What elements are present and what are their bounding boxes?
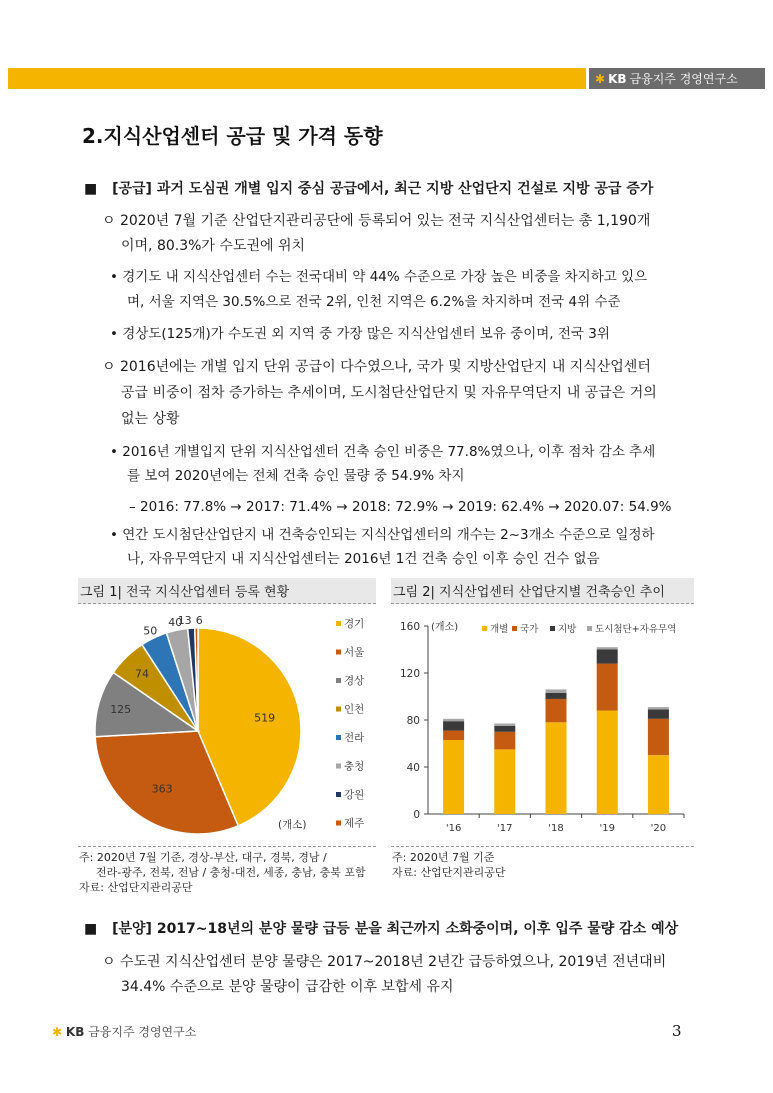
x-tick-label: '20	[650, 823, 667, 834]
legend-label-강원: 강원	[344, 789, 365, 801]
figure2-bottom-rule	[391, 846, 694, 847]
bar-segment-지방	[546, 693, 567, 699]
paragraph-1-line-2: 이며, 80.3%가 수도권에 위치	[121, 238, 305, 254]
bar-segment-도시첨단+자유무역	[597, 647, 618, 649]
bullet-4-line-2: 나, 자유무역단지 내 지식산업센터는 2016년 1건 건축 승인 이후 승인 건수 없음	[127, 551, 600, 567]
figure1-bottom-rule	[78, 846, 376, 847]
pie-data-label: 50	[143, 624, 158, 638]
header-brand	[589, 68, 765, 89]
pie-data-label: 74	[135, 667, 149, 681]
bar-segment-지방	[494, 726, 515, 732]
bar-unit-label: (개소)	[431, 622, 459, 633]
paragraph-2-line-1: ㅇ 2016년에는 개별 입지 단위 공급이 다수였으나, 국가 및 지방산업단지 내 지식산업센터	[102, 359, 651, 375]
bar-segment-지방	[648, 709, 669, 718]
square-bullet-icon: ■	[84, 921, 98, 937]
bar-segment-도시첨단+자유무역	[648, 707, 669, 709]
legend-swatch	[482, 626, 487, 631]
legend-swatch	[336, 764, 341, 769]
pie-unit-label: (개소)	[278, 819, 307, 831]
legend-label-전라: 전라	[344, 732, 365, 744]
legend-swatch	[336, 621, 341, 626]
bullet-4-line-1: • 연간 도시첨단산업단지 내 건축승인되는 지식산업센터의 개수는 2~3개소 수준으로 일정하	[110, 527, 655, 543]
bar-segment-국가	[597, 664, 618, 711]
legend-swatch	[550, 626, 555, 631]
page-title: 2.지식산업센터 공급 및 가격 동향	[82, 124, 383, 148]
bar-segment-개별	[648, 755, 669, 814]
y-tick-label: 40	[406, 762, 420, 774]
header-brand-kb: KB	[608, 71, 627, 86]
legend-swatch	[336, 792, 341, 797]
bar-segment-지방	[597, 650, 618, 664]
bar-segment-국가	[648, 719, 669, 755]
section2-paragraph-line-1: ㅇ 수도권 지식산업센터 분양 물량은 2017~2018년 2년간 급등하였으나, 2019년 전년대비	[102, 954, 667, 970]
figure1-source: 자료: 산업단지관리공단	[79, 881, 193, 894]
bullet-2: • 경상도(125개)가 수도권 외 지역 중 가장 많은 지식산업센터 보유 중이며, 전국 3위	[110, 326, 610, 342]
bullet-3-line-2: 를 보여 2020년에는 전체 건축 승인 물량 중 54.9% 차지	[127, 468, 465, 484]
legend-label-인천: 인천	[344, 703, 365, 716]
page-number: 3	[672, 1022, 682, 1040]
kb-logo-icon: ✱	[595, 71, 606, 86]
paragraph-1-line-1: ㅇ 2020년 7월 기준 산업단지관리공단에 등록되어 있는 전국 지식산업센터는 총 1,190개	[102, 213, 651, 229]
legend-label-국가: 국가	[520, 624, 539, 635]
legend-label-서울: 서울	[344, 646, 365, 659]
legend-swatch	[336, 678, 341, 683]
legend-label-제주: 제주	[344, 817, 365, 830]
bar-segment-국가	[494, 732, 515, 750]
y-tick-label: 160	[399, 621, 420, 633]
bar-segment-개별	[597, 711, 618, 814]
bar-segment-개별	[443, 740, 464, 814]
pie-data-label: 519	[254, 711, 276, 725]
bar-segment-도시첨단+자유무역	[443, 719, 464, 721]
square-bullet-icon: ■	[84, 181, 98, 197]
header-brand-name: 금융지주 경영연구소	[629, 72, 738, 86]
pie-data-label: 40	[168, 616, 183, 630]
bullet-1-line-2: 며, 서울 지역은 30.5%으로 전국 2위, 인천 지역은 6.2%을 차지하며 전국 4위 수준	[127, 294, 621, 310]
figure2-note: 주: 2020년 7월 기준	[392, 851, 495, 864]
paragraph-2-line-3: 없는 상황	[121, 411, 180, 427]
kb-logo-icon: ✱	[52, 1025, 63, 1039]
stacked-bar-chart	[391, 606, 694, 844]
figure1-note-line-1: 주: 2020년 7월 기준, 경상-부산, 대구, 경북, 경남 /	[79, 851, 327, 864]
legend-swatch	[336, 650, 341, 655]
legend-label-충청: 충청	[344, 760, 365, 773]
section1-heading-text: [공급] 과거 도심권 개별 입지 중심 공급에서, 최근 지방 산업단지 건설로 지방 공급 증가	[112, 181, 654, 197]
x-tick-label: '17	[497, 823, 513, 834]
x-tick-label: '18	[548, 823, 564, 834]
section2-heading	[84, 920, 678, 938]
figure1-note-line-2: 전라-광주, 전북, 전남 / 충청-대전, 세종, 충남, 충북 포함	[96, 866, 366, 879]
y-tick-label: 0	[413, 809, 420, 821]
x-tick-label: '19	[599, 823, 615, 834]
bullet-1-line-1: • 경기도 내 지식산업센터 수는 전국대비 약 44% 수준으로 가장 높은 비중을 차지하고 있으	[110, 269, 648, 285]
x-tick-label: '16	[445, 823, 462, 834]
figure1-title: 그림 1| 전국 지식산업센터 등록 현황	[78, 578, 376, 604]
bar-segment-지방	[443, 721, 464, 730]
legend-swatch	[336, 821, 341, 826]
figure2-source: 자료: 산업단지관리공단	[392, 866, 506, 879]
y-tick-label: 80	[406, 715, 420, 727]
dash-item: – 2016: 77.8% → 2017: 71.4% → 2018: 72.9% → 2019: 62.4% → 2020.07: 54.9%	[129, 499, 672, 515]
bar-segment-국가	[443, 731, 464, 740]
footer-brand-name: 금융지주 경영연구소	[88, 1025, 197, 1039]
bullet-3-line-1: • 2016년 개별입지 단위 지식산업센터 건축 승인 비중은 77.8%였으나, 이후 점차 감소 추세	[110, 444, 656, 460]
section2-heading-text: [분양] 2017~18년의 분양 물량 급등 분을 최근까지 소화중이며, 이후 입주 물량 감소 예상	[112, 921, 679, 937]
legend-swatch	[336, 707, 341, 712]
pie-data-label: 13	[177, 614, 192, 627]
header-accent-bar	[8, 68, 586, 89]
bar-segment-도시첨단+자유무역	[546, 690, 567, 694]
footer-brand-kb: KB	[65, 1025, 85, 1039]
bar-segment-도시첨단+자유무역	[494, 724, 515, 726]
legend-label-개별: 개별	[490, 624, 509, 635]
legend-label-경기: 경기	[344, 618, 365, 630]
legend-label-지방: 지방	[558, 624, 577, 635]
legend-swatch	[336, 735, 341, 740]
legend-label-경상: 경상	[344, 675, 365, 687]
figure2-title: 그림 2| 지식산업센터 산업단지별 건축승인 추이	[391, 578, 694, 604]
y-tick-label: 120	[399, 668, 420, 680]
bar-segment-개별	[546, 722, 567, 814]
legend-swatch	[587, 626, 592, 631]
pie-data-label: 125	[110, 703, 132, 717]
pie-data-label: 363	[151, 782, 173, 796]
bar-segment-국가	[546, 699, 567, 723]
section2-paragraph-line-2: 34.4% 수준으로 분양 물량이 급감한 이후 보합세 유지	[121, 979, 454, 995]
section1-heading	[84, 180, 653, 198]
footer-brand	[52, 1023, 196, 1040]
pie-chart	[78, 606, 376, 844]
paragraph-2-line-2: 공급 비중이 점차 증가하는 추세이며, 도시첨단산업단지 및 자유무역단지 내 공급은 거의	[121, 385, 657, 401]
bar-segment-개별	[494, 749, 515, 814]
pie-data-label: 6	[195, 613, 203, 627]
legend-label-도시첨단+자유무역: 도시첨단+자유무역	[595, 624, 677, 635]
legend-swatch	[512, 626, 517, 631]
